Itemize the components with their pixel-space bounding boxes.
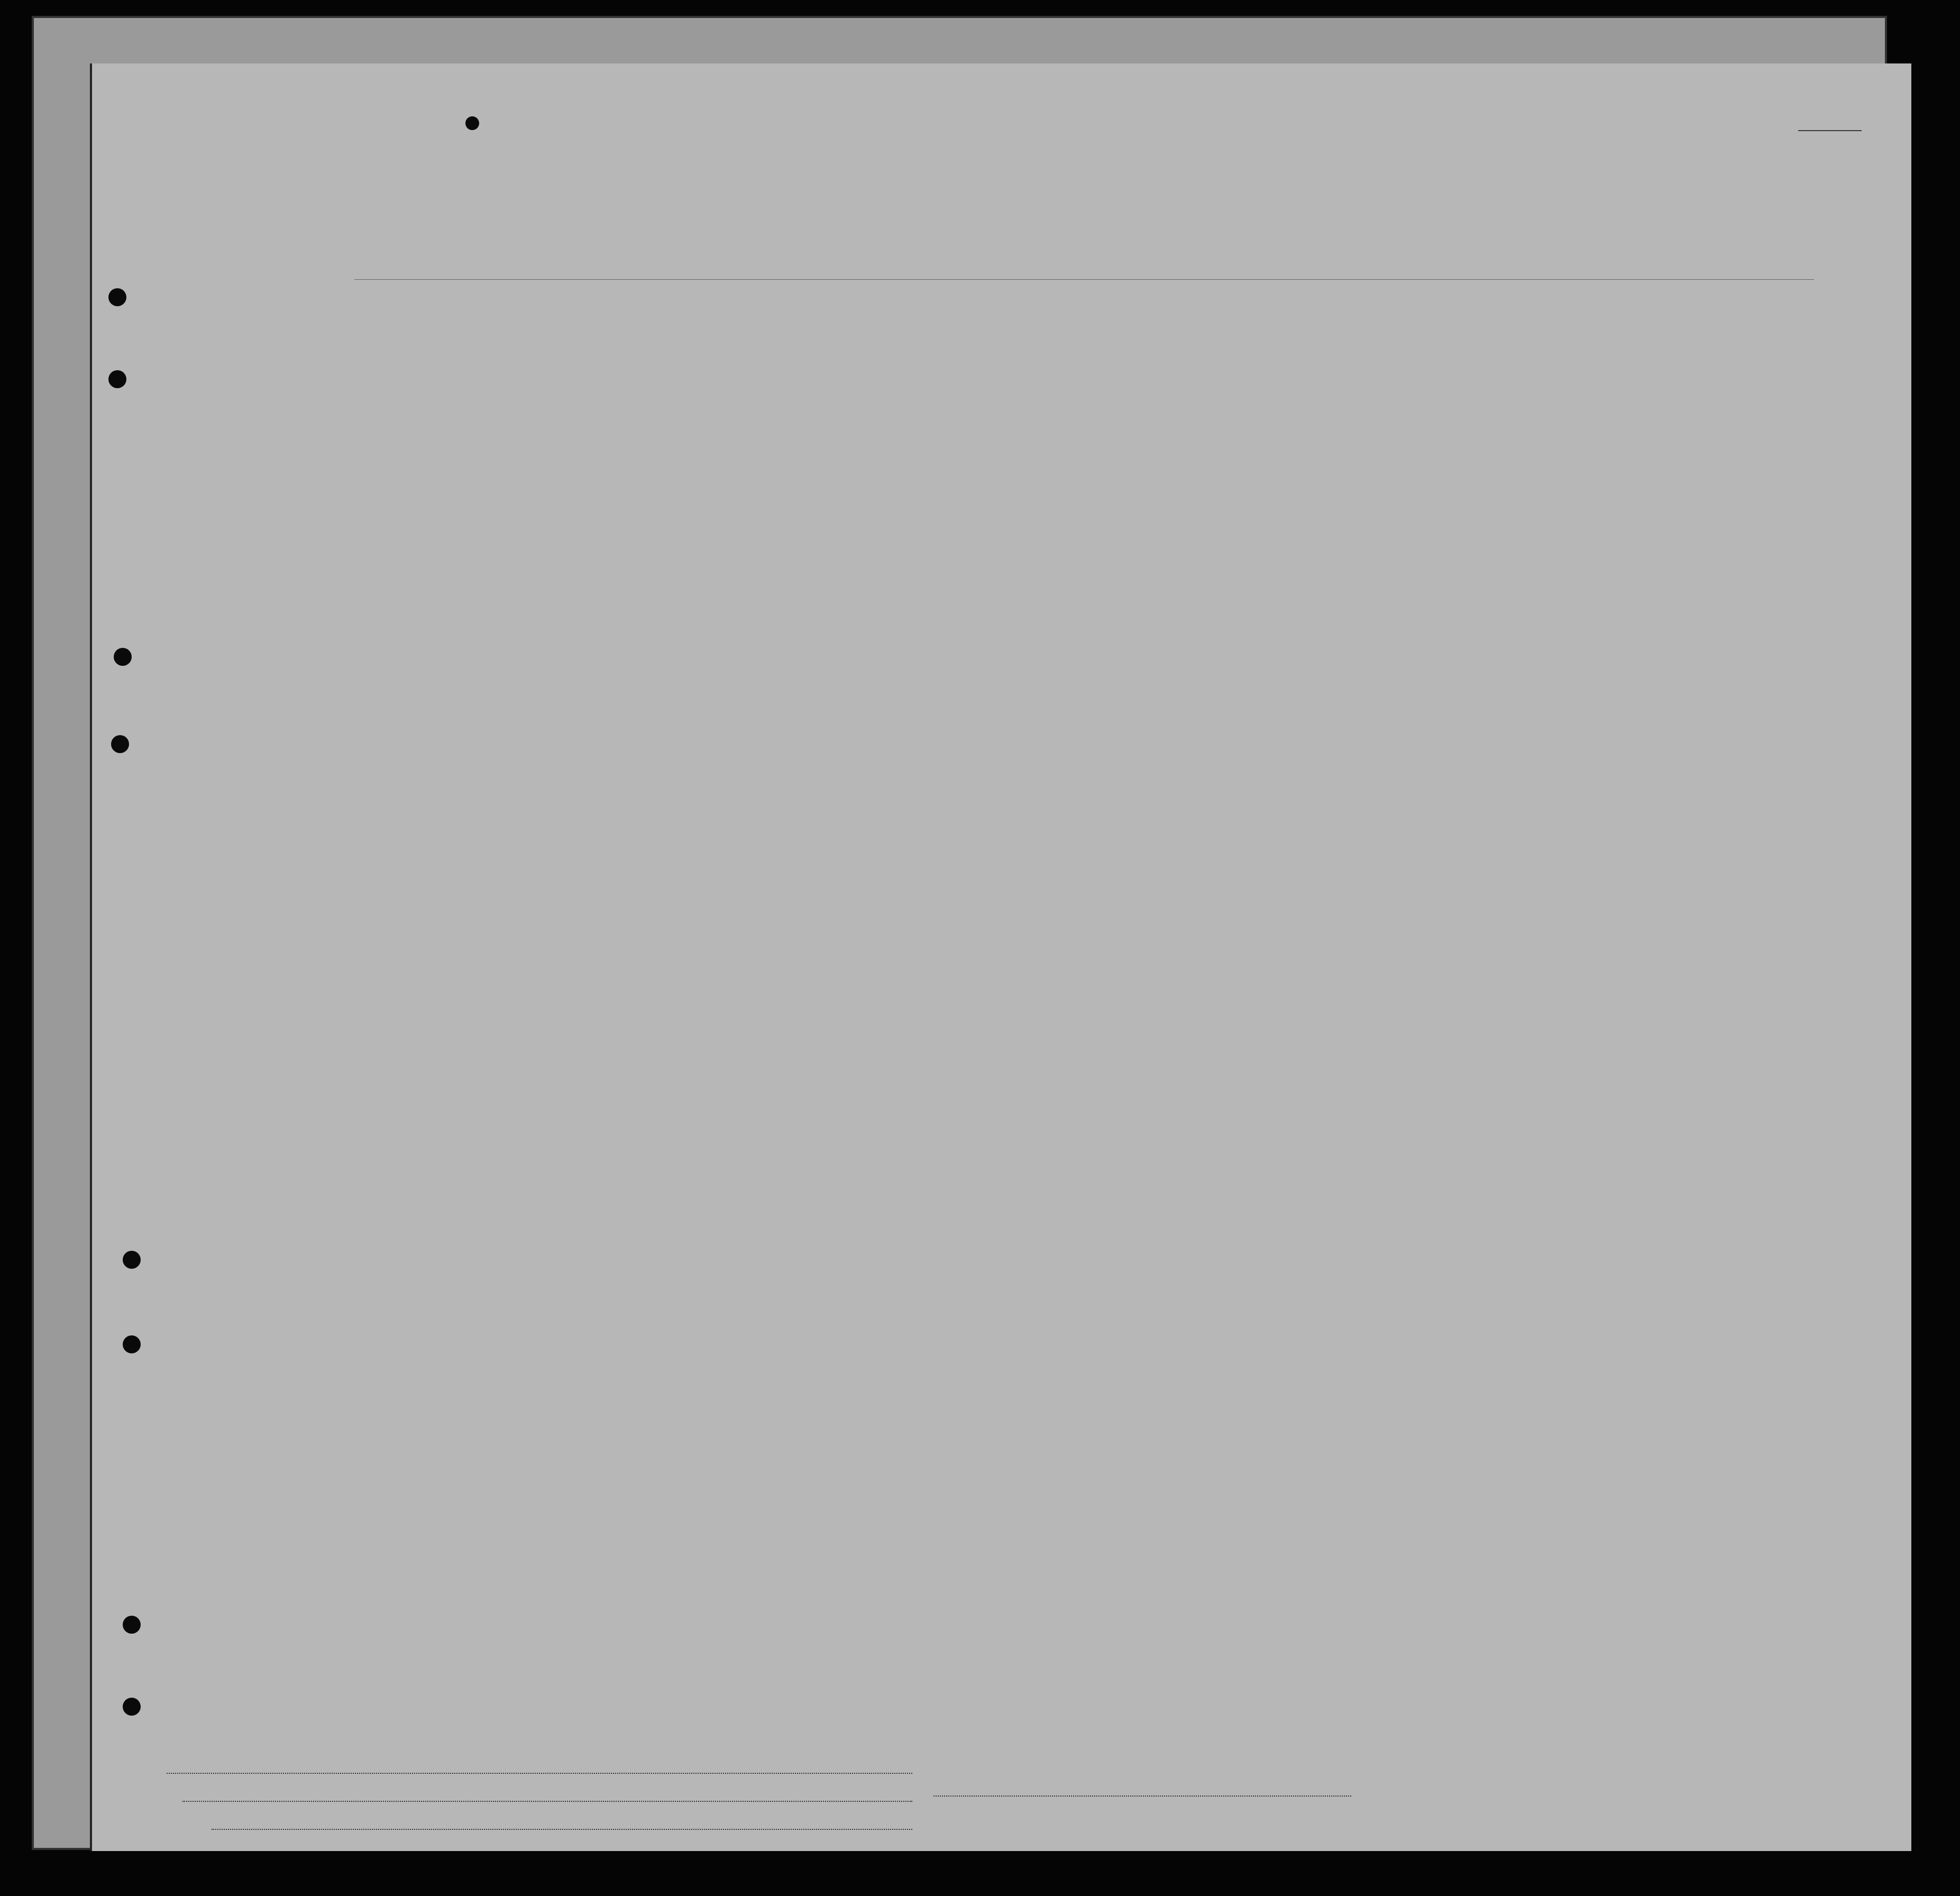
agents-underline: [212, 1829, 912, 1830]
binder-hole: [123, 1251, 141, 1269]
binder-hole: [123, 1698, 141, 1716]
binder-hole: [465, 116, 479, 130]
owners-underline: [182, 1801, 912, 1802]
sheet-underline: [1798, 130, 1862, 131]
vessel-line: [354, 279, 1814, 280]
line-underline: [167, 1773, 912, 1774]
binder-hole: [108, 288, 126, 306]
binder-hole: [114, 648, 132, 666]
binder-hole: [123, 1335, 141, 1353]
inspector-underline: [933, 1796, 1351, 1797]
binder-hole: [111, 735, 129, 753]
binder-hole: [108, 370, 126, 388]
binder-hole: [123, 1616, 141, 1634]
manifest-page: [90, 63, 1911, 1851]
